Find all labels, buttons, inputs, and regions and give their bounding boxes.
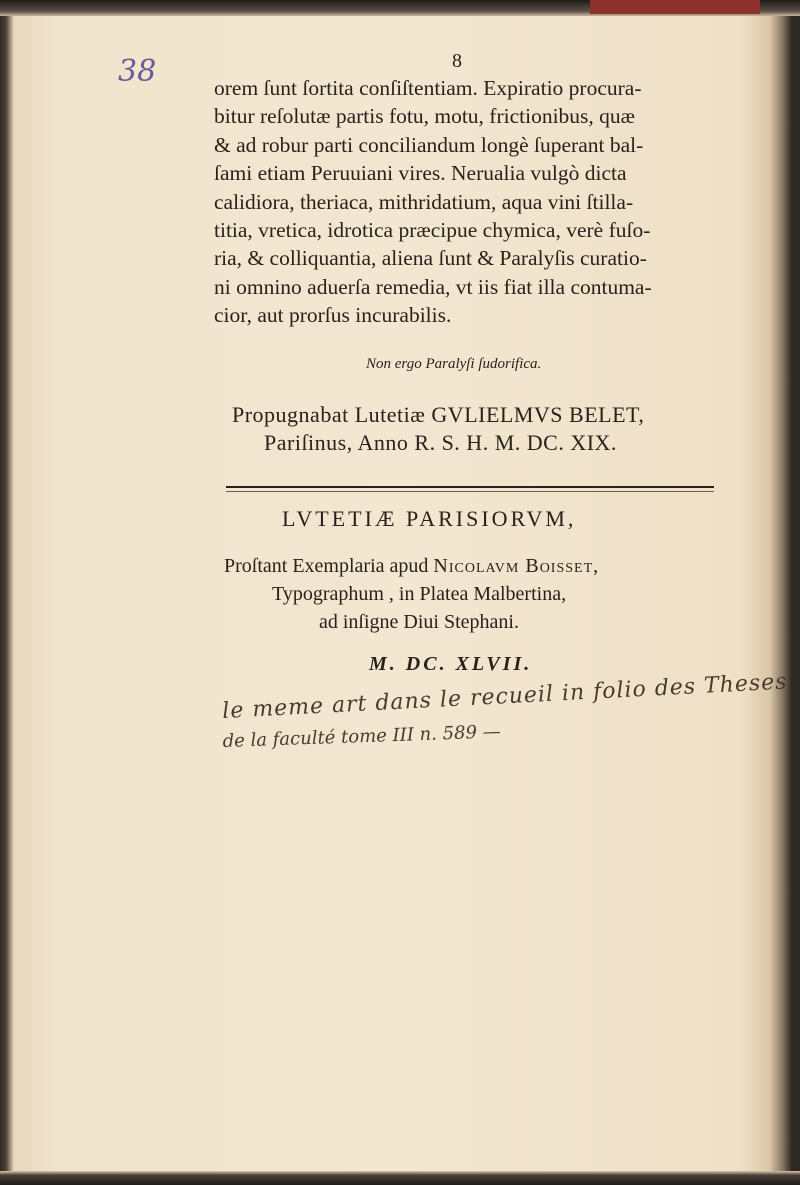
thesis-conclusion: Non ergo Paralyſi ſudorifica. [366,356,542,372]
red-binding-tab [590,0,760,14]
defense-line-2: Pariſinus, Anno R. S. H. M. DC. XIX. [264,430,617,455]
body-line: orem ſunt ſortita conſiſtentiam. Expiratio procura- [214,76,642,100]
defense-statement [232,401,644,457]
handwritten-line-2: de la faculté tome III n. 589 — [222,721,502,752]
defense-line-1: Propugnabat Lutetiæ GVLIELMVS BELET, [232,402,645,427]
imprint-line-3: ad inſigne Diui Stephani. [319,611,519,633]
handwritten-annotation [219,669,789,781]
body-line: bitur reſolutæ partis fotu, motu, frictionibus, quæ [214,104,636,129]
bottom-edge-shadow [0,1171,800,1185]
body-line: ria, & colliquantia, aliena ſunt & Paralyſis curatio- [214,246,647,271]
body-line: titia, vretica, idrotica præcipue chymica, verè fuſo- [214,218,651,243]
divider-rule [226,486,714,488]
imprint-prefix: Proſtant Exemplaria apud [224,555,434,577]
body-line: & ad robur parti conciliandum longè ſuperant bal- [214,132,644,157]
folio-number: 38 [118,54,157,89]
handwritten-line-1: le meme art dans le recueil in folio des Theses [221,669,789,724]
page-number: 8 [452,50,462,72]
printer-name: Nicolavm Boisset, [433,555,600,577]
body-line: ſami etiam Peruuiani vires. Nerualia vulgò dicta [214,161,627,186]
body-line: calidiora, theriaca, mithridatium, aqua vini ſtilla- [214,189,634,214]
body-line: ni omnino aduerſa remedia, vt iis fiat illa contuma- [214,274,652,299]
imprint-city: LVTETIÆ PARISIORVM, [282,506,577,531]
imprint-line-2: Typographum , in Platea Malbertina, [272,583,567,605]
imprint-year: M. DC. XLVII. [369,653,533,675]
document-page [14,16,789,1171]
divider-rule-thin [226,491,714,492]
imprint-line-1 [224,552,599,580]
body-line: cior, aut prorſus incurabilis. [214,303,452,328]
imprint-block [224,552,599,636]
body-paragraph [214,74,714,330]
